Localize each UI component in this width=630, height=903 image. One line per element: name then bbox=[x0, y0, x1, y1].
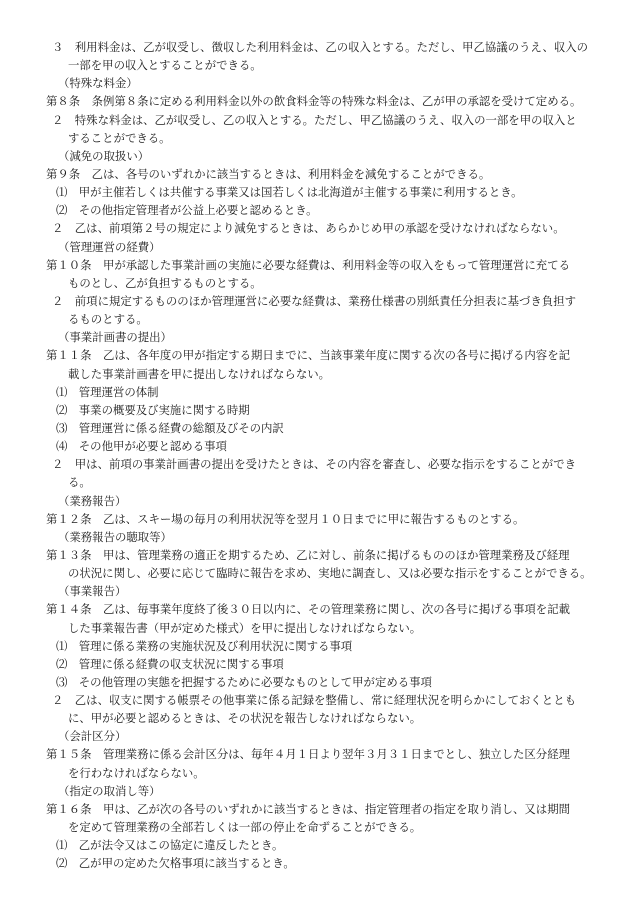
list-item: ⑴ 管理に係る業務の実施状況及び利用状況に関する事項 bbox=[56, 638, 353, 653]
paragraph-continuation: る。 bbox=[68, 475, 91, 490]
list-item: ⑵ 事業の概要及び実施に関する時期 bbox=[56, 402, 250, 417]
paragraph-continuation: るものとする。 bbox=[68, 312, 148, 327]
paragraph-line: ３ 利用料金は、乙が収受し、徴収した利用料金は、乙の収入とする。ただし、甲乙協議のうえ、収入の bbox=[52, 40, 589, 54]
list-item: ⑶ その他管理の実態を把握するために必要なものとして甲が定める事項 bbox=[56, 674, 432, 689]
paragraph-continuation: ものとし、乙が負担するものとする。 bbox=[68, 275, 262, 290]
paragraph-line: ２ 甲は、前項の事業計画書の提出を受けたときは、その内容を審査し、必要な指示をすることができ bbox=[52, 457, 576, 472]
article-caption: （指定の取消し等） bbox=[58, 783, 161, 798]
article-heading-line: 第１６条 甲は、乙が次の各号のいずれかに該当するときは、指定管理者の指定を取り消し、又は期間 bbox=[46, 801, 570, 816]
paragraph-line: ２ 乙は、収支に関する帳票その他事業に係る記録を整備し、常に経理状況を明らかにしておくととも bbox=[52, 693, 576, 708]
article-heading-line: 第８条 条例第８条に定める利用料金以外の飲食料金等の特殊な料金は、乙が甲の承認を受けて定める。 bbox=[46, 94, 582, 109]
article-heading-line: 第１２条 乙は、スキー場の毎月の利用状況等を翌月１０日までに甲に報告するものとする。 bbox=[46, 511, 525, 526]
article-caption: （会計区分） bbox=[58, 729, 127, 744]
article-heading-line: 第１４条 乙は、毎事業年度終了後３０日以内に、その管理業務に関し、次の各号に掲げる事項を記載 bbox=[46, 602, 570, 617]
paragraph-continuation: を定めて管理業務の全部若しくは一部の停止を命ずることができる。 bbox=[68, 820, 422, 835]
article-caption: （業務報告） bbox=[58, 493, 127, 508]
article-heading-line: 第１０条 甲が承認した事業計画の実施に必要な経費は、利用料金等の収入をもって管理運営に充てる bbox=[46, 257, 570, 272]
paragraph-continuation: 一部を甲の収入とすることができる。 bbox=[68, 58, 262, 73]
list-item: ⑴ 管理運営の体制 bbox=[56, 384, 159, 399]
list-item: ⑵ 管理に係る経費の収支状況に関する事項 bbox=[56, 656, 284, 671]
paragraph-line: ２ 乙は、前項第２号の規定により減免するときは、あらかじめ甲の承認を受けなければならない。 bbox=[52, 221, 565, 236]
article-caption: （事業計画書の提出） bbox=[58, 330, 172, 345]
paragraph-line: ２ 特殊な料金は、乙が収受し、乙の収入とする。ただし、甲乙協議のうえ、収入の一部を甲の収入と bbox=[52, 112, 577, 127]
article-caption: （特殊な料金） bbox=[58, 76, 138, 91]
list-item: ⑴ 乙が法令又はこの協定に違反したとき。 bbox=[56, 838, 284, 853]
article-heading-line: 第１３条 甲は、管理業務の適正を期するため、乙に対し、前条に掲げるもののほか管理業務及び経理 bbox=[46, 547, 570, 562]
list-item: ⑵ その他指定管理者が公益上必要と認めるとき。 bbox=[56, 203, 318, 218]
article-caption: （管理運営の経費） bbox=[58, 239, 161, 254]
paragraph-continuation: することができる。 bbox=[68, 130, 171, 145]
document-body bbox=[0, 38, 630, 872]
article-heading-line: 第９条 乙は、各号のいずれかに該当するときは、利用料金を減免することができる。 bbox=[46, 166, 491, 181]
paragraph-continuation: の状況に関し、必要に応じて臨時に報告を求め、実地に調査し、又は必要な指示をすることができる。 bbox=[68, 566, 592, 581]
paragraph-continuation: を行わなければならない。 bbox=[68, 765, 205, 780]
list-item: ⑴ 甲が主催若しくは共催する事業又は国若しくは北海道が主催する事業に利用するとき。 bbox=[56, 185, 523, 200]
paragraph-continuation: 載した事業計画書を甲に提出しなければならない。 bbox=[68, 366, 330, 381]
list-item: ⑷ その他甲が必要と認める事項 bbox=[56, 439, 227, 454]
article-caption: （業務報告の聴取等） bbox=[58, 529, 172, 544]
article-caption: （事業報告） bbox=[58, 584, 127, 599]
paragraph-continuation: に、甲が必要と認めるときは、その状況を報告しなければならない。 bbox=[68, 711, 422, 726]
list-item: ⑵ 乙が甲の定めた欠格事項に該当するとき。 bbox=[56, 856, 295, 871]
paragraph-line: ２ 前項に規定するもののほか管理運営に必要な経費は、業務仕様書の別紙責任分担表に基づき負担す bbox=[52, 293, 576, 308]
article-caption: （減免の取扱い） bbox=[58, 148, 150, 163]
article-heading-line: 第１１条 乙は、各年度の甲が指定する期日までに、当該事業年度に関する次の各号に掲げる内容を記 bbox=[46, 348, 570, 363]
paragraph-continuation: した事業報告書（甲が定めた様式）を甲に提出しなければならない。 bbox=[68, 620, 422, 635]
list-item: ⑶ 管理運営に係る経費の総額及びその内訳 bbox=[56, 420, 284, 435]
article-heading-line: 第１５条 管理業務に係る会計区分は、毎年４月１日より翌年３月３１日までとし、独立した区分経理 bbox=[46, 747, 570, 762]
